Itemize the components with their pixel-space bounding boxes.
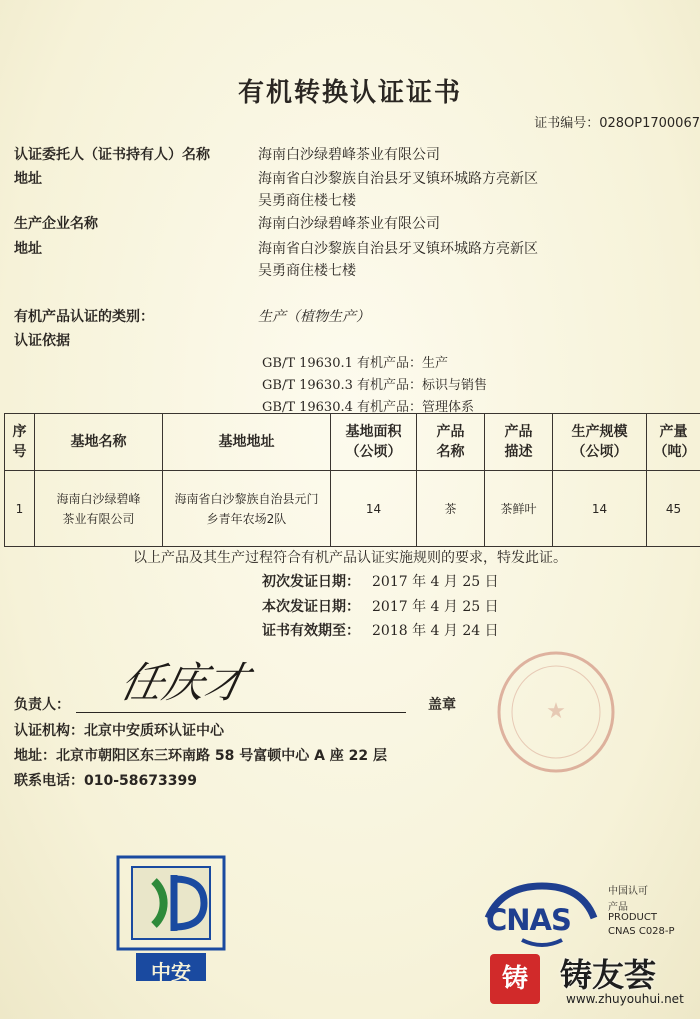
conformity-statement: 以上产品及其生产过程符合有机产品认证实施规则的要求，特发此证。 bbox=[133, 550, 567, 566]
valid-until-date: 2018 年 4 月 24 日 bbox=[372, 623, 499, 639]
base-table bbox=[4, 413, 700, 547]
cnas-text: CNAS bbox=[486, 903, 571, 937]
signature-line bbox=[76, 712, 406, 713]
certification-body: 认证机构：北京中安质环认证中心 bbox=[14, 723, 224, 739]
zhongan-logo-text: 中安 bbox=[151, 960, 191, 984]
cell-seq: 1 bbox=[5, 471, 35, 547]
entrustor-label: 认证委托人（证书持有人）名称 bbox=[14, 147, 210, 163]
cnas-en-line2: CNAS C028-P bbox=[608, 926, 675, 937]
cell-base-area: 14 bbox=[331, 471, 417, 547]
responsible-label: 负责人： bbox=[14, 697, 70, 713]
cnas-cn-line1: 中国认可 bbox=[608, 886, 648, 897]
cell-base-name: 海南白沙绿碧峰茶业有限公司 bbox=[35, 471, 163, 547]
producer-address-label: 地址 bbox=[14, 241, 42, 257]
basis-label: 认证依据 bbox=[14, 333, 70, 349]
watermark-badge: 铸 bbox=[490, 954, 540, 1004]
first-issue-date: 2017 年 4 月 25 日 bbox=[372, 574, 499, 590]
standard-item: GB/T 19630.4 有机产品：管理体系 bbox=[262, 400, 475, 415]
producer-label: 生产企业名称 bbox=[14, 216, 98, 232]
watermark-url: www.zhuyouhui.net bbox=[566, 992, 684, 1006]
cell-production-scale: 14 bbox=[553, 471, 647, 547]
valid-until-label: 证书有效期至： bbox=[262, 623, 360, 639]
certificate-number: 证书编号：028OP1700067 bbox=[534, 116, 700, 131]
svg-text:★: ★ bbox=[546, 699, 566, 724]
entrustor-name: 海南白沙绿碧峰茶业有限公司 bbox=[258, 147, 440, 163]
table-header-row bbox=[5, 414, 700, 471]
header-production-scale: 生产规模（公顷） bbox=[553, 414, 647, 471]
signature: 任庆才 bbox=[116, 658, 253, 707]
standard-item: GB/T 19630.3 有机产品：标识与销售 bbox=[262, 378, 488, 393]
cnas-en-line1: PRODUCT bbox=[608, 912, 657, 923]
watermark-site-name: 铸友荟 bbox=[560, 956, 657, 994]
producer-address-line2: 吴勇商住楼七楼 bbox=[258, 263, 356, 279]
contact-phone: 联系电话：010-58673399 bbox=[14, 773, 197, 789]
category-value: 生产（植物生产） bbox=[258, 309, 370, 325]
table-row bbox=[5, 471, 700, 547]
header-product-desc: 产品描述 bbox=[485, 414, 553, 471]
header-output: 产量（吨） bbox=[647, 414, 700, 471]
cnas-cn-line2: 产品 bbox=[608, 902, 628, 913]
entrustor-address-line1: 海南省白沙黎族自治县牙叉镇环城路方亮新区 bbox=[258, 171, 538, 187]
entrustor-address-label: 地址 bbox=[14, 171, 42, 187]
standard-item: GB/T 19630.1 有机产品：生产 bbox=[262, 356, 449, 371]
cell-product-name: 茶 bbox=[417, 471, 485, 547]
cell-output: 45 bbox=[647, 471, 700, 547]
official-seal bbox=[496, 650, 616, 774]
producer-address-line1: 海南省白沙黎族自治县牙叉镇环城路方亮新区 bbox=[258, 241, 538, 257]
header-base-name: 基地名称 bbox=[35, 414, 163, 471]
seal-label: 盖章 bbox=[428, 697, 456, 713]
category-label: 有机产品认证的类别： bbox=[14, 309, 154, 325]
this-issue-label: 本次发证日期： bbox=[262, 599, 360, 615]
header-product-name: 产品名称 bbox=[417, 414, 485, 471]
cell-base-address: 海南省白沙黎族自治县元门乡青年农场2队 bbox=[163, 471, 331, 547]
this-issue-date: 2017 年 4 月 25 日 bbox=[372, 599, 499, 615]
cell-product-desc: 茶鲜叶 bbox=[485, 471, 553, 547]
first-issue-label: 初次发证日期： bbox=[262, 574, 360, 590]
certificate-title: 有机转换认证证书 bbox=[237, 78, 462, 108]
body-address: 地址：北京市朝阳区东三环南路 58 号富顿中心 A 座 22 层 bbox=[14, 748, 388, 764]
entrustor-address-line2: 吴勇商住楼七楼 bbox=[258, 193, 356, 209]
producer-name: 海南白沙绿碧峰茶业有限公司 bbox=[258, 216, 440, 232]
header-base-area: 基地面积（公顷） bbox=[331, 414, 417, 471]
header-base-address: 基地地址 bbox=[163, 414, 331, 471]
header-seq: 序号 bbox=[5, 414, 35, 471]
